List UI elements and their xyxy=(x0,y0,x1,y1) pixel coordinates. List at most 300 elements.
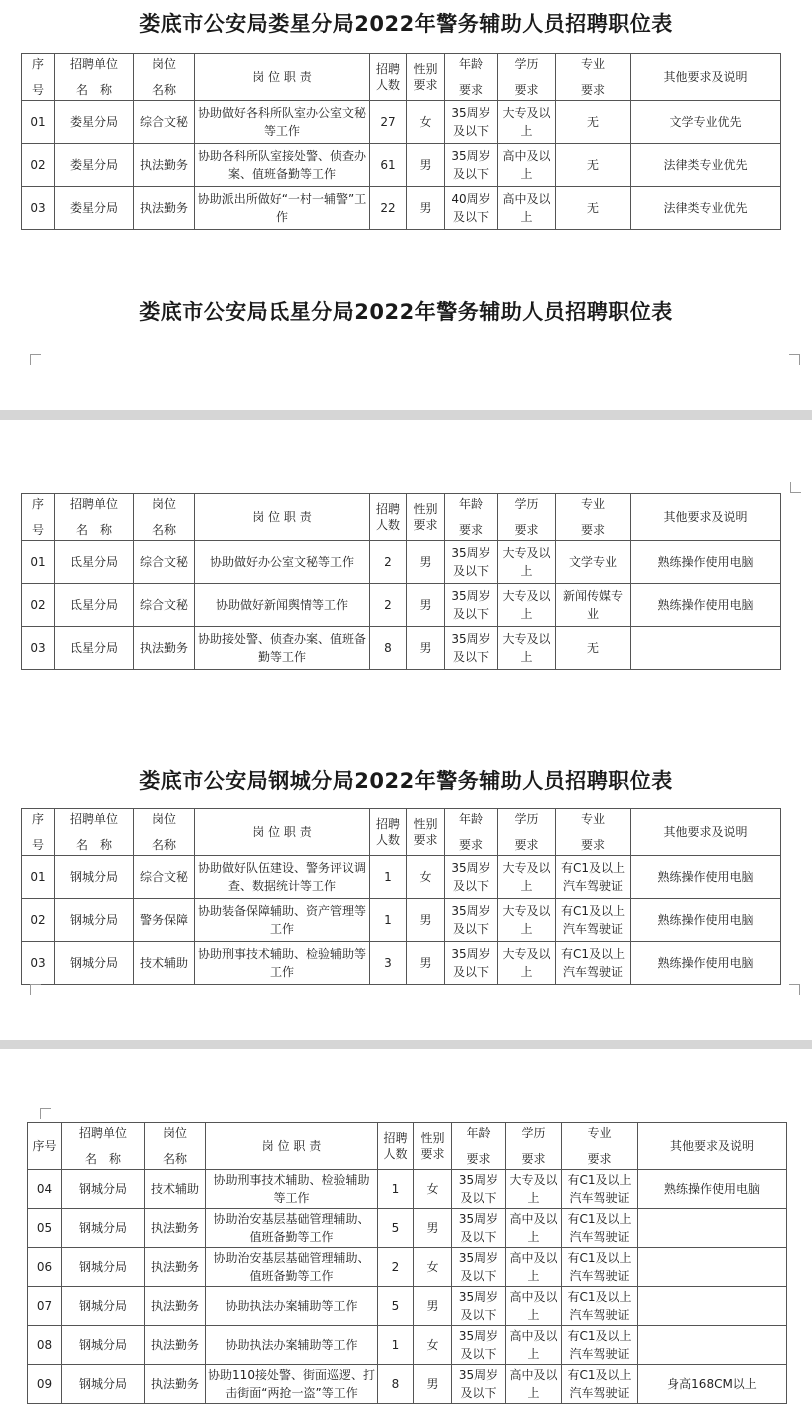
cell-major: 新闻传媒专业 xyxy=(556,584,631,627)
cell-no: 01 xyxy=(22,541,55,584)
cell-duty: 协助治安基层基础管理辅助、值班备勤等工作 xyxy=(206,1209,378,1248)
cell-other: 法律类专业优先 xyxy=(631,144,781,187)
header-label: 其他要求及说明 xyxy=(663,70,748,84)
header-label: 岗 位 职 责 xyxy=(252,70,312,84)
header-line: 要求 xyxy=(587,1152,612,1166)
cell-unit: 钢城分局 xyxy=(55,856,134,899)
header-line: 要求 xyxy=(420,1147,445,1161)
table-row xyxy=(22,584,781,627)
table-row xyxy=(22,187,781,230)
header-count xyxy=(370,494,407,541)
header-cell-text xyxy=(416,1130,449,1162)
header-cell-text xyxy=(24,54,52,100)
cell-count: 1 xyxy=(378,1170,414,1209)
header-duty xyxy=(206,1123,378,1170)
cell-post: 执法勤务 xyxy=(145,1248,206,1287)
header-gender xyxy=(414,1123,452,1170)
header-line: 招聘 xyxy=(375,817,400,831)
header-cell-text xyxy=(500,54,553,100)
header-line: 招聘 xyxy=(383,1131,408,1145)
cell-edu: 高中及以上 xyxy=(506,1326,562,1365)
header-age xyxy=(445,809,498,856)
header-cell-text xyxy=(372,816,404,848)
table-row xyxy=(22,541,781,584)
table-row xyxy=(28,1248,787,1287)
cell-no: 01 xyxy=(22,101,55,144)
header-unit xyxy=(62,1123,145,1170)
cell-major: 无 xyxy=(556,627,631,670)
header-line: 号 xyxy=(31,838,44,852)
table-row xyxy=(28,1209,787,1248)
table-row xyxy=(22,144,781,187)
header-line: 招聘单位 xyxy=(69,57,118,71)
cell-post: 执法勤务 xyxy=(145,1326,206,1365)
header-cell-text xyxy=(558,494,628,540)
cell-age: 35周岁及以下 xyxy=(452,1326,506,1365)
cell-post: 警务保障 xyxy=(134,899,195,942)
header-edu xyxy=(498,809,556,856)
cell-unit: 钢城分局 xyxy=(62,1365,145,1404)
cell-edu: 高中及以上 xyxy=(506,1248,562,1287)
header-duty xyxy=(195,54,370,101)
cell-count: 22 xyxy=(370,187,407,230)
header-line: 性别 xyxy=(413,62,438,76)
header-line: 要求 xyxy=(514,838,539,852)
cell-major: 文学专业 xyxy=(556,541,631,584)
header-major xyxy=(556,494,631,541)
header-line: 年龄 xyxy=(458,497,483,511)
header-cell-text xyxy=(57,494,131,540)
header-cell-text xyxy=(447,54,495,100)
table-header-row xyxy=(22,494,781,541)
header-line: 学历 xyxy=(514,57,539,71)
header-line: 招聘 xyxy=(375,502,400,516)
cell-duty: 协助做好队伍建设、警务评议调查、数据统计等工作 xyxy=(195,856,370,899)
cell-unit: 娄星分局 xyxy=(55,101,134,144)
cell-unit: 氐星分局 xyxy=(55,584,134,627)
header-line: 名 称 xyxy=(84,1152,121,1166)
cell-no: 01 xyxy=(22,856,55,899)
header-unit xyxy=(55,494,134,541)
cell-major: 有C1及以上汽车驾驶证 xyxy=(556,856,631,899)
cell-post: 执法勤务 xyxy=(134,144,195,187)
header-gender xyxy=(407,494,445,541)
header-line: 要求 xyxy=(580,523,605,537)
title-gangcheng: 娄底市公安局钢城分局2022年警务辅助人员招聘职位表 xyxy=(139,769,673,793)
table-row xyxy=(22,942,781,985)
cell-duty: 协助110接处警、街面巡逻、打击街面“两抢一盗”等工作 xyxy=(206,1365,378,1404)
cell-edu: 大专及以上 xyxy=(498,584,556,627)
header-edu xyxy=(498,54,556,101)
header-line: 岗位 xyxy=(151,57,176,71)
cell-unit: 钢城分局 xyxy=(62,1248,145,1287)
cell-duty: 协助派出所做好“一村一辅警”工作 xyxy=(195,187,370,230)
table-header-row xyxy=(22,809,781,856)
cell-no: 02 xyxy=(22,144,55,187)
header-count xyxy=(370,54,407,101)
header-line: 号 xyxy=(31,523,44,537)
cell-gender: 女 xyxy=(407,856,445,899)
cell-post: 执法勤务 xyxy=(134,627,195,670)
cell-count: 1 xyxy=(370,899,407,942)
cell-other: 熟练操作使用电脑 xyxy=(631,899,781,942)
cell-no: 08 xyxy=(28,1326,62,1365)
header-line: 专业 xyxy=(580,57,605,71)
cell-gender: 男 xyxy=(407,942,445,985)
cell-duty: 协助刑事技术辅助、检验辅助等工作 xyxy=(195,942,370,985)
header-line: 要求 xyxy=(580,838,605,852)
cell-gender: 男 xyxy=(407,627,445,670)
cell-age: 35周岁及以下 xyxy=(452,1287,506,1326)
page-corner-mark xyxy=(789,984,800,995)
header-edu xyxy=(506,1123,562,1170)
cell-gender: 男 xyxy=(414,1209,452,1248)
page-corner-mark xyxy=(30,984,41,995)
cell-gender: 男 xyxy=(407,187,445,230)
cell-count: 61 xyxy=(370,144,407,187)
header-count xyxy=(370,809,407,856)
cell-age: 35周岁及以下 xyxy=(445,856,498,899)
cell-age: 35周岁及以下 xyxy=(452,1248,506,1287)
page-corner-mark xyxy=(790,482,801,493)
header-cell-text xyxy=(136,54,192,100)
table-louxing xyxy=(21,53,781,230)
cell-count: 5 xyxy=(378,1209,414,1248)
cell-post: 综合文秘 xyxy=(134,541,195,584)
cell-other xyxy=(638,1287,787,1326)
cell-major: 有C1及以上汽车驾驶证 xyxy=(562,1209,638,1248)
cell-count: 8 xyxy=(370,627,407,670)
table-row xyxy=(22,627,781,670)
header-count xyxy=(378,1123,414,1170)
cell-post: 执法勤务 xyxy=(145,1287,206,1326)
header-line: 名称 xyxy=(151,83,176,97)
cell-gender: 男 xyxy=(407,584,445,627)
cell-unit: 娄星分局 xyxy=(55,144,134,187)
header-line: 名称 xyxy=(162,1152,187,1166)
cell-unit: 钢城分局 xyxy=(62,1209,145,1248)
header-label: 岗 位 职 责 xyxy=(252,510,312,524)
header-no xyxy=(28,1123,62,1170)
cell-count: 3 xyxy=(370,942,407,985)
cell-gender: 男 xyxy=(407,899,445,942)
cell-gender: 男 xyxy=(414,1287,452,1326)
cell-count: 1 xyxy=(370,856,407,899)
cell-major: 有C1及以上汽车驾驶证 xyxy=(556,899,631,942)
cell-age: 35周岁及以下 xyxy=(445,899,498,942)
cell-edu: 高中及以上 xyxy=(498,144,556,187)
header-line: 岗位 xyxy=(162,1126,187,1140)
header-line: 招聘单位 xyxy=(69,812,118,826)
header-line: 专业 xyxy=(587,1126,612,1140)
header-duty xyxy=(195,809,370,856)
header-cell-text xyxy=(136,494,192,540)
header-gender xyxy=(407,809,445,856)
cell-gender: 女 xyxy=(414,1170,452,1209)
cell-gender: 女 xyxy=(407,101,445,144)
header-line: 序 xyxy=(31,57,44,71)
cell-major: 有C1及以上汽车驾驶证 xyxy=(562,1170,638,1209)
header-line: 要求 xyxy=(413,833,438,847)
cell-post: 综合文秘 xyxy=(134,584,195,627)
header-line: 名 称 xyxy=(75,83,112,97)
cell-other: 文学专业优先 xyxy=(631,101,781,144)
table-row xyxy=(28,1326,787,1365)
header-cell-text xyxy=(372,61,404,93)
header-other xyxy=(638,1123,787,1170)
cell-age: 35周岁及以下 xyxy=(445,627,498,670)
header-age xyxy=(452,1123,506,1170)
cell-edu: 大专及以上 xyxy=(498,899,556,942)
cell-age: 35周岁及以下 xyxy=(452,1365,506,1404)
cell-edu: 大专及以上 xyxy=(506,1170,562,1209)
header-age xyxy=(445,54,498,101)
header-line: 专业 xyxy=(580,812,605,826)
cell-no: 03 xyxy=(22,187,55,230)
table-row xyxy=(22,899,781,942)
cell-major: 有C1及以上汽车驾驶证 xyxy=(562,1365,638,1404)
header-cell-text xyxy=(500,809,553,855)
cell-other: 法律类专业优先 xyxy=(631,187,781,230)
header-line: 人数 xyxy=(383,1147,408,1161)
header-line: 岗位 xyxy=(151,497,176,511)
header-post xyxy=(134,494,195,541)
page-separator xyxy=(0,410,812,420)
header-cell-text xyxy=(500,494,553,540)
header-other xyxy=(631,494,781,541)
header-line: 要求 xyxy=(466,1152,491,1166)
cell-other: 熟练操作使用电脑 xyxy=(631,541,781,584)
cell-duty: 协助刑事技术辅助、检验辅助等工作 xyxy=(206,1170,378,1209)
cell-edu: 大专及以上 xyxy=(498,627,556,670)
header-cell-text xyxy=(136,809,192,855)
cell-count: 2 xyxy=(370,541,407,584)
cell-post: 技术辅助 xyxy=(145,1170,206,1209)
cell-unit: 钢城分局 xyxy=(62,1170,145,1209)
cell-major: 有C1及以上汽车驾驶证 xyxy=(562,1326,638,1365)
header-unit xyxy=(55,54,134,101)
cell-count: 5 xyxy=(378,1287,414,1326)
cell-other: 熟练操作使用电脑 xyxy=(631,856,781,899)
cell-other xyxy=(638,1248,787,1287)
cell-no: 04 xyxy=(28,1170,62,1209)
header-line: 性别 xyxy=(420,1131,445,1145)
header-line: 人数 xyxy=(375,78,400,92)
header-cell-text xyxy=(372,501,404,533)
header-line: 要求 xyxy=(514,83,539,97)
title-shixing: 娄底市公安局氐星分局2022年警务辅助人员招聘职位表 xyxy=(139,300,673,324)
cell-post: 执法勤务 xyxy=(145,1365,206,1404)
header-label: 岗 位 职 责 xyxy=(261,1139,322,1153)
cell-unit: 氐星分局 xyxy=(55,627,134,670)
cell-other: 熟练操作使用电脑 xyxy=(631,942,781,985)
cell-unit: 氐星分局 xyxy=(55,541,134,584)
cell-unit: 钢城分局 xyxy=(55,942,134,985)
header-major xyxy=(556,54,631,101)
cell-age: 35周岁及以下 xyxy=(445,144,498,187)
table-row xyxy=(22,856,781,899)
header-cell-text xyxy=(57,809,131,855)
table-row xyxy=(28,1287,787,1326)
title-louxing: 娄底市公安局娄星分局2022年警务辅助人员招聘职位表 xyxy=(139,12,673,36)
header-no xyxy=(22,494,55,541)
cell-unit: 钢城分局 xyxy=(62,1326,145,1365)
header-cell-text xyxy=(454,1123,503,1169)
page-separator xyxy=(0,1040,812,1049)
table-header-row xyxy=(28,1123,787,1170)
cell-age: 35周岁及以下 xyxy=(445,942,498,985)
cell-age: 35周岁及以下 xyxy=(452,1170,506,1209)
header-cell-text xyxy=(409,61,442,93)
cell-count: 27 xyxy=(370,101,407,144)
table-gangcheng-continued xyxy=(27,1122,787,1404)
cell-duty: 协助执法办案辅助等工作 xyxy=(206,1287,378,1326)
header-cell-text xyxy=(24,809,52,855)
header-line: 要求 xyxy=(413,78,438,92)
cell-count: 2 xyxy=(378,1248,414,1287)
cell-duty: 协助做好新闻舆情等工作 xyxy=(195,584,370,627)
header-other xyxy=(631,54,781,101)
cell-count: 8 xyxy=(378,1365,414,1404)
header-age xyxy=(445,494,498,541)
cell-gender: 男 xyxy=(414,1365,452,1404)
header-line: 要求 xyxy=(413,518,438,532)
header-line: 名称 xyxy=(151,523,176,537)
header-line: 要求 xyxy=(458,838,483,852)
cell-major: 无 xyxy=(556,101,631,144)
cell-duty: 协助装备保障辅助、资产管理等工作 xyxy=(195,899,370,942)
cell-edu: 高中及以上 xyxy=(498,187,556,230)
header-edu xyxy=(498,494,556,541)
cell-age: 35周岁及以下 xyxy=(445,584,498,627)
cell-post: 执法勤务 xyxy=(145,1209,206,1248)
cell-duty: 协助接处警、侦查办案、值班备勤等工作 xyxy=(195,627,370,670)
cell-age: 40周岁及以下 xyxy=(445,187,498,230)
header-cell-text xyxy=(147,1123,203,1169)
header-post xyxy=(134,54,195,101)
table-row xyxy=(28,1170,787,1209)
header-label: 其他要求及说明 xyxy=(663,825,748,839)
header-cell-text xyxy=(558,54,628,100)
cell-age: 35周岁及以下 xyxy=(452,1209,506,1248)
cell-no: 07 xyxy=(28,1287,62,1326)
header-cell-text xyxy=(447,494,495,540)
cell-post: 技术辅助 xyxy=(134,942,195,985)
page-corner-mark xyxy=(30,354,41,365)
header-line: 序 xyxy=(31,812,44,826)
header-line: 名 称 xyxy=(75,523,112,537)
header-cell-text xyxy=(64,1123,142,1169)
cell-other xyxy=(638,1326,787,1365)
cell-unit: 钢城分局 xyxy=(55,899,134,942)
header-no xyxy=(22,54,55,101)
header-label: 序号 xyxy=(32,1139,57,1153)
header-line: 招聘单位 xyxy=(69,497,118,511)
cell-post: 综合文秘 xyxy=(134,856,195,899)
header-line: 学历 xyxy=(521,1126,546,1140)
header-cell-text xyxy=(447,809,495,855)
header-line: 年龄 xyxy=(458,57,483,71)
header-cell-text xyxy=(24,494,52,540)
header-major xyxy=(556,809,631,856)
cell-other: 身高168CM以上 xyxy=(638,1365,787,1404)
header-line: 学历 xyxy=(514,497,539,511)
header-line: 年龄 xyxy=(458,812,483,826)
cell-no: 05 xyxy=(28,1209,62,1248)
cell-edu: 高中及以上 xyxy=(506,1365,562,1404)
cell-major: 有C1及以上汽车驾驶证 xyxy=(556,942,631,985)
header-line: 招聘 xyxy=(375,62,400,76)
cell-major: 有C1及以上汽车驾驶证 xyxy=(562,1287,638,1326)
header-line: 人数 xyxy=(375,518,400,532)
header-line: 岗位 xyxy=(151,812,176,826)
header-line: 名 称 xyxy=(75,838,112,852)
header-cell-text xyxy=(409,816,442,848)
header-line: 学历 xyxy=(514,812,539,826)
cell-no: 06 xyxy=(28,1248,62,1287)
table-row xyxy=(22,101,781,144)
header-line: 序 xyxy=(31,497,44,511)
header-line: 要求 xyxy=(458,83,483,97)
cell-count: 1 xyxy=(378,1326,414,1365)
cell-no: 03 xyxy=(22,942,55,985)
header-line: 专业 xyxy=(580,497,605,511)
cell-edu: 大专及以上 xyxy=(498,101,556,144)
cell-post: 执法勤务 xyxy=(134,187,195,230)
cell-duty: 协助做好办公室文秘等工作 xyxy=(195,541,370,584)
cell-no: 03 xyxy=(22,627,55,670)
header-label: 其他要求及说明 xyxy=(663,510,748,524)
cell-other: 熟练操作使用电脑 xyxy=(631,584,781,627)
page-corner-mark xyxy=(789,354,800,365)
header-line: 性别 xyxy=(413,502,438,516)
cell-duty: 协助各科所队室接处警、侦查办案、值班备勤等工作 xyxy=(195,144,370,187)
header-line: 人数 xyxy=(375,833,400,847)
header-cell-text xyxy=(409,501,442,533)
cell-duty: 协助做好各科所队室办公室文秘等工作 xyxy=(195,101,370,144)
header-line: 要求 xyxy=(580,83,605,97)
cell-edu: 高中及以上 xyxy=(506,1287,562,1326)
header-unit xyxy=(55,809,134,856)
header-line: 招聘单位 xyxy=(78,1126,127,1140)
cell-no: 02 xyxy=(22,584,55,627)
table-header-row xyxy=(22,54,781,101)
header-cell-text xyxy=(508,1123,559,1169)
cell-post: 综合文秘 xyxy=(134,101,195,144)
cell-major: 无 xyxy=(556,144,631,187)
cell-gender: 男 xyxy=(407,144,445,187)
table-shixing xyxy=(21,493,781,670)
header-cell-text xyxy=(380,1130,411,1162)
cell-no: 09 xyxy=(28,1365,62,1404)
cell-duty: 协助执法办案辅助等工作 xyxy=(206,1326,378,1365)
cell-edu: 高中及以上 xyxy=(506,1209,562,1248)
header-line: 性别 xyxy=(413,817,438,831)
cell-age: 35周岁及以下 xyxy=(445,541,498,584)
cell-age: 35周岁及以下 xyxy=(445,101,498,144)
header-duty xyxy=(195,494,370,541)
header-major xyxy=(562,1123,638,1170)
header-no xyxy=(22,809,55,856)
cell-other xyxy=(631,627,781,670)
header-line: 名称 xyxy=(151,838,176,852)
header-label: 其他要求及说明 xyxy=(669,1139,754,1153)
cell-major: 无 xyxy=(556,187,631,230)
header-post xyxy=(134,809,195,856)
header-line: 要求 xyxy=(521,1152,546,1166)
header-post xyxy=(145,1123,206,1170)
table-row xyxy=(28,1365,787,1404)
